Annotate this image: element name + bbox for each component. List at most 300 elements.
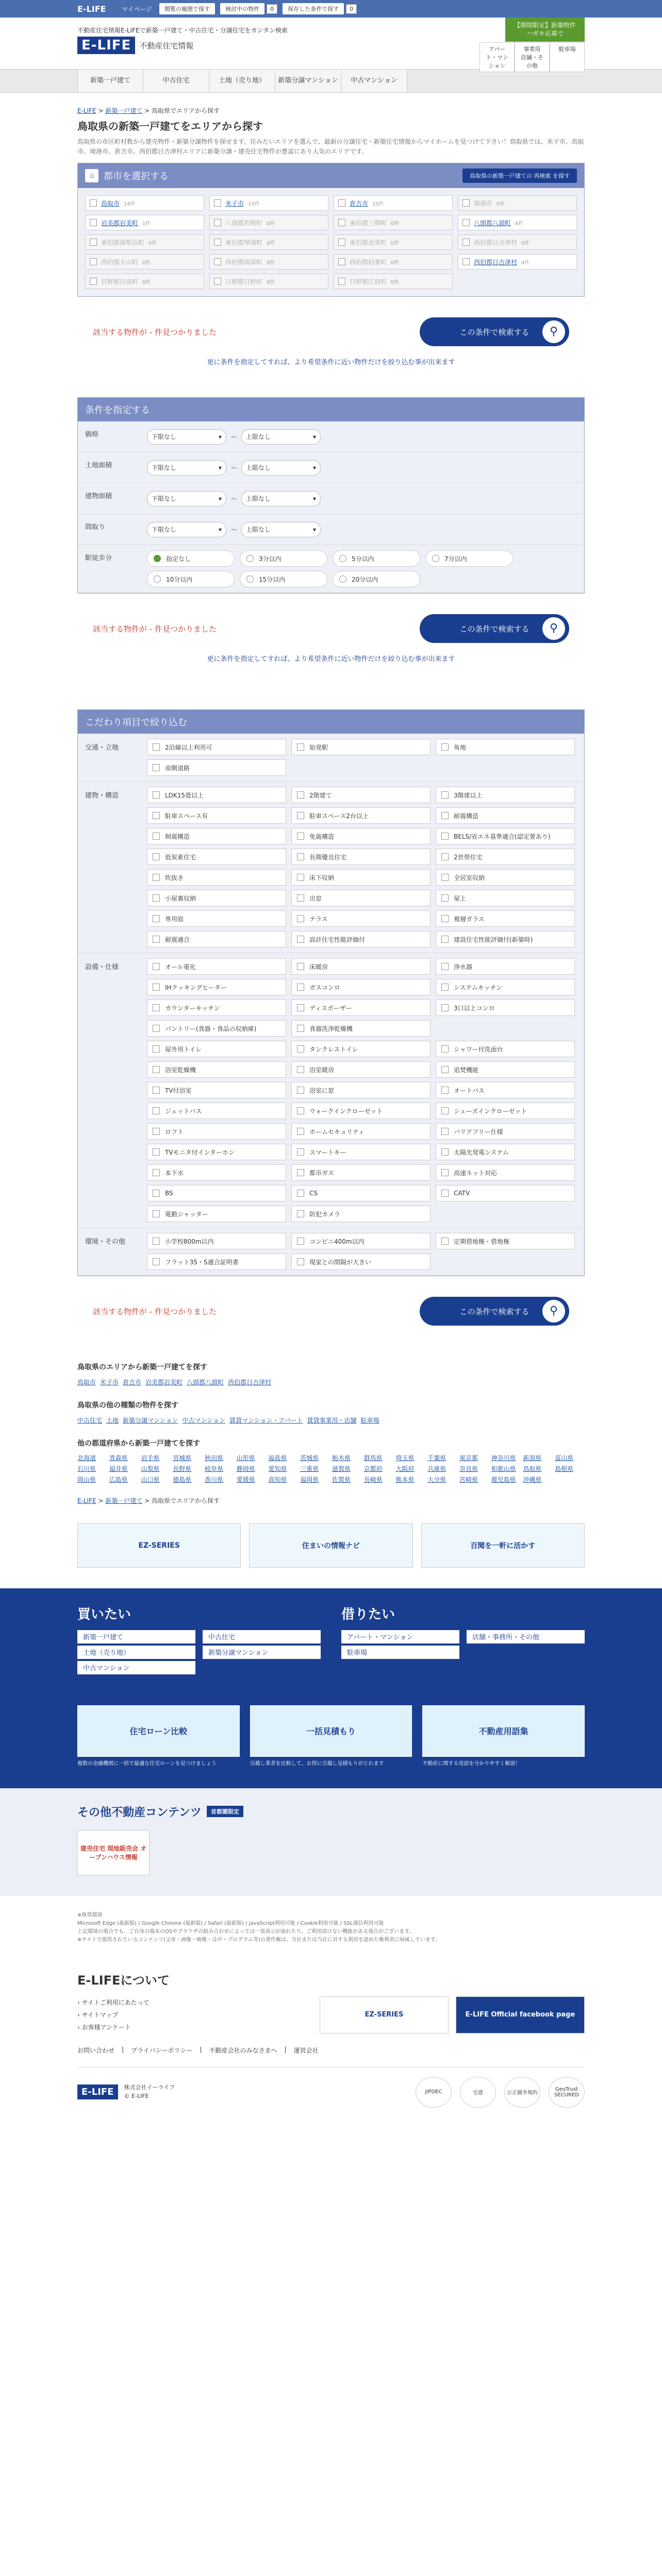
kodawari-option-label: パントリー(食器・食品の収納庫) — [165, 1025, 257, 1032]
city-option — [209, 274, 328, 289]
checkbox — [297, 1190, 304, 1197]
kodawari-option[interactable] — [436, 869, 575, 886]
kodawari-option[interactable] — [147, 890, 286, 906]
open-house-banner[interactable]: 建売住宅 現地販売会 オープンハウス情報 — [77, 1830, 150, 1875]
checkbox[interactable] — [462, 258, 470, 265]
kodawari-option[interactable] — [291, 1206, 431, 1222]
research-button[interactable]: 鳥取県の新築一戸建ての 再検索 を探す — [462, 168, 577, 183]
pref-link[interactable]: 鹿児島県 — [491, 1476, 516, 1483]
about-link-usage[interactable]: › サイトご利用にあたって — [77, 1998, 150, 2006]
buy-nav-item[interactable] — [77, 1646, 195, 1659]
area-link[interactable]: 八頭郡八頭町 — [187, 1379, 224, 1386]
footer-link-company[interactable]: 運営会社 — [293, 2046, 319, 2054]
kodawari-option[interactable] — [291, 849, 431, 865]
checkbox[interactable] — [338, 199, 345, 207]
pref-link[interactable]: 栃木県 — [332, 1454, 351, 1462]
map-icon: ⌂ — [85, 169, 98, 182]
kodawari-option[interactable] — [291, 979, 431, 995]
pref-links-title: 他の都道府県から新築一戸建てを探す — [77, 1439, 200, 1448]
pref-link[interactable]: 長崎県 — [363, 1476, 383, 1483]
city-name: 東伯郡三朝町 — [350, 219, 387, 227]
pref-link[interactable]: 岡山県 — [77, 1476, 96, 1483]
kodawari-option[interactable] — [291, 931, 431, 947]
service-card[interactable] — [422, 1705, 585, 1768]
kodawari-option[interactable] — [291, 1185, 431, 1201]
kodawari-option[interactable] — [147, 979, 286, 995]
kodawari-option[interactable] — [436, 739, 575, 755]
max-value: 上限なし — [246, 495, 271, 503]
max-value: 上限なし — [246, 464, 271, 472]
banner-hyakubun[interactable]: 百聞を一軒に活かす — [421, 1523, 585, 1568]
walk-option[interactable] — [333, 571, 420, 587]
footer-link-agents[interactable]: 不動産会社のみなさまへ — [209, 2046, 277, 2054]
result-bar-1 — [77, 317, 585, 346]
topbar-logo[interactable]: E-LIFE — [77, 4, 106, 14]
city-count: 10件 — [248, 201, 260, 207]
min-select[interactable] — [147, 522, 226, 537]
kodawari-option[interactable] — [436, 1041, 575, 1057]
blue-footer-nav — [0, 1588, 662, 1788]
other-link[interactable]: 賃貸マンション・アパート — [229, 1416, 303, 1424]
other-link[interactable]: 土地 — [106, 1416, 119, 1424]
kodawari-option[interactable] — [436, 807, 575, 824]
chevron-down-icon: ▾ — [218, 433, 222, 440]
city-name: 鳥取市 — [101, 199, 120, 207]
kodawari-option[interactable] — [147, 931, 286, 947]
pref-link[interactable]: 青森県 — [109, 1454, 128, 1462]
kodawari-option-label: 設計住宅性能評価付 — [309, 936, 366, 943]
pref-link[interactable]: 富山県 — [555, 1454, 574, 1462]
kodawari-option[interactable] — [291, 958, 431, 975]
pref-link[interactable]: 福井県 — [109, 1465, 128, 1472]
kodawari-option[interactable] — [291, 1103, 431, 1119]
radio-dot — [339, 555, 346, 562]
kodawari-option[interactable] — [291, 890, 431, 906]
city-option[interactable] — [85, 195, 204, 211]
kodawari-option-label: バリアフリー仕様 — [454, 1128, 503, 1136]
pref-link[interactable]: 山口県 — [141, 1476, 160, 1483]
gnav-used-house[interactable]: 中古住宅 — [143, 70, 209, 92]
kodawari-group — [78, 734, 584, 782]
city-option — [458, 195, 577, 211]
note-line: Microsoft Edge (最新版) / Google Chrome (最新版) / Safari (最新版) / JavaScript利用可能 / Cookie利用可能 / SSL通信利用可能 — [77, 1920, 384, 1926]
breadcrumb-home[interactable]: E-LIFE — [77, 107, 96, 114]
pref-link[interactable]: 長野県 — [173, 1465, 192, 1472]
area-link[interactable]: 倉吉市 — [123, 1379, 142, 1386]
walk-option[interactable] — [240, 550, 327, 567]
kodawari-option[interactable] — [147, 1041, 286, 1057]
kodawari-option[interactable] — [291, 828, 431, 844]
kodawari-option[interactable] — [147, 787, 286, 803]
header — [0, 18, 662, 69]
other-link[interactable]: 中古住宅 — [77, 1416, 103, 1424]
pref-link[interactable]: 群馬県 — [363, 1454, 383, 1462]
checkbox — [441, 1190, 449, 1197]
kodawari-option[interactable] — [436, 1233, 575, 1249]
saved-button[interactable]: 保存した条件で探す — [283, 3, 344, 14]
kodawari-option[interactable] — [147, 1185, 286, 1201]
min-value: 下限なし — [152, 464, 177, 472]
footer-link-privacy[interactable]: プライバシーポリシー — [131, 2046, 193, 2054]
seal-geotrust[interactable]: GeoTrust SECURED — [549, 2077, 585, 2108]
kodawari-option[interactable] — [147, 739, 286, 755]
other-link[interactable]: 中古マンション — [182, 1416, 225, 1424]
kodawari-option[interactable] — [436, 1164, 575, 1181]
checkbox — [441, 1004, 449, 1011]
checkbox — [462, 199, 470, 207]
kodawari-option[interactable] — [147, 759, 286, 776]
checkbox — [441, 1087, 449, 1094]
pref-link[interactable]: 徳島県 — [173, 1476, 192, 1483]
pref-link[interactable]: 山梨県 — [141, 1465, 160, 1472]
area-link[interactable]: 西伯郡日吉津村 — [228, 1379, 272, 1386]
breadcrumb-current: 鳥取県でエリアから探す — [152, 1497, 220, 1504]
checkbox — [338, 239, 345, 246]
checkbox — [214, 278, 221, 285]
search-button[interactable] — [420, 1297, 569, 1326]
kodawari-panel-title: こだわり項目で絞り込む — [85, 717, 187, 728]
city-name: 東伯郡琴浦町 — [225, 239, 263, 246]
gnav-new-house[interactable]: 新築一戸建て — [77, 70, 143, 92]
kodawari-option[interactable] — [147, 910, 286, 927]
pref-link[interactable]: 熊本県 — [395, 1476, 415, 1483]
city-grid — [78, 188, 584, 296]
kodawari-option-label: 耐震構造 — [454, 812, 479, 820]
pref-link[interactable]: 沖縄県 — [523, 1476, 542, 1483]
gnav-land[interactable]: 土地（売り地） — [209, 70, 275, 92]
city-option[interactable] — [458, 254, 577, 269]
city-count: 1件 — [142, 221, 151, 227]
min-value: 下限なし — [152, 433, 177, 441]
kodawari-option-label: 出窓 — [309, 894, 322, 902]
kodawari-option[interactable] — [436, 910, 575, 927]
service-card[interactable] — [250, 1705, 412, 1768]
checkbox — [153, 936, 160, 943]
walk-option[interactable] — [147, 571, 235, 587]
kodawari-option[interactable] — [147, 1233, 286, 1249]
walk-option-label: 20分以内 — [352, 575, 378, 583]
breadcrumb-home[interactable]: E-LIFE — [77, 1497, 96, 1504]
city-name: 西伯郡伯耆町 — [350, 258, 387, 266]
kodawari-option[interactable] — [436, 1144, 575, 1160]
checkbox[interactable] — [90, 219, 97, 226]
kodawari-option-label: ウォークインクローゼット — [309, 1107, 383, 1115]
breadcrumb-new-house[interactable]: 新築一戸建て — [105, 1497, 143, 1504]
city-name: 岩美郡岩美町 — [101, 219, 139, 227]
city-count: 4件 — [515, 221, 524, 227]
kodawari-option-label: 専用庭 — [165, 915, 184, 923]
kodawari-option[interactable] — [291, 999, 431, 1016]
pref-link[interactable]: 宮城県 — [173, 1454, 192, 1462]
kodawari-option[interactable] — [291, 1164, 431, 1181]
area-link[interactable]: 米子市 — [100, 1379, 119, 1386]
kodawari-option[interactable] — [436, 849, 575, 865]
banner-ez-series[interactable]: EZ-SERIES — [77, 1523, 241, 1568]
pref-link[interactable]: 島根県 — [555, 1465, 574, 1472]
pref-link[interactable]: 三重県 — [300, 1465, 319, 1472]
pref-link[interactable]: 宮崎県 — [459, 1476, 478, 1483]
max-select[interactable] — [241, 491, 321, 506]
walk-option[interactable] — [425, 550, 513, 567]
checkbox — [153, 1210, 160, 1217]
header-nav-business[interactable]: 事業用 店舗・その他 — [515, 42, 550, 72]
kodawari-option[interactable] — [147, 958, 286, 975]
pref-link[interactable]: 秋田県 — [205, 1454, 224, 1462]
kodawari-option[interactable] — [436, 999, 575, 1016]
pref-link[interactable]: 広島県 — [109, 1476, 128, 1483]
city-name: 八頭郡若桜町 — [225, 219, 263, 227]
pref-link[interactable]: 大阪府 — [395, 1465, 415, 1472]
kodawari-option[interactable] — [147, 1082, 286, 1098]
other-link[interactable]: 賃貸事業用・店舗 — [307, 1416, 357, 1424]
kodawari-option-label: CS — [309, 1190, 318, 1197]
pref-link[interactable]: 北海道 — [77, 1454, 96, 1462]
pref-link[interactable]: 大分県 — [427, 1476, 446, 1483]
result-bar-3 — [77, 1297, 585, 1326]
header-nav-apartment[interactable]: アパート・マンション — [479, 42, 515, 72]
condition-label: 土地面積 — [85, 462, 112, 470]
kodawari-group — [78, 782, 584, 953]
footer-logo[interactable]: E-LIFE — [77, 2084, 118, 2099]
about-banner-facebook[interactable]: E-LIFE Official facebook page — [456, 1996, 585, 2033]
walk-option[interactable] — [240, 571, 327, 587]
condition-row: 建物面積 下限なし ▾ 〜 上限なし ▾ — [78, 483, 584, 514]
kodawari-option[interactable] — [291, 1253, 431, 1270]
buy-nav-item[interactable] — [203, 1646, 321, 1659]
pref-link[interactable]: 千葉県 — [427, 1454, 446, 1462]
pref-link[interactable]: 滋賀県 — [332, 1465, 351, 1472]
pref-link[interactable]: 静岡県 — [236, 1465, 255, 1472]
buy-nav-label: 土地（売り地） — [83, 1649, 130, 1657]
kodawari-option[interactable] — [291, 1233, 431, 1249]
pref-link[interactable]: 岐阜県 — [205, 1465, 224, 1472]
checkbox — [297, 853, 304, 860]
service-card[interactable] — [77, 1705, 240, 1768]
pref-link[interactable]: 山形県 — [236, 1454, 255, 1462]
kodawari-option[interactable] — [436, 1103, 575, 1119]
checkbox — [153, 1128, 160, 1135]
pref-link[interactable]: 神奈川県 — [491, 1454, 516, 1462]
site-logo[interactable]: E-LIFE — [77, 37, 135, 54]
gnav-used-mansion[interactable]: 中古マンション — [341, 70, 407, 92]
kodawari-option[interactable] — [147, 1206, 286, 1222]
pref-link[interactable]: 新潟県 — [523, 1454, 542, 1462]
city-name: 西伯郡大山町 — [101, 258, 139, 266]
buy-nav-item[interactable] — [203, 1630, 321, 1643]
checkbox — [297, 915, 304, 922]
pref-link[interactable]: 鳥取県 — [523, 1465, 542, 1472]
chevron-down-icon: ▾ — [218, 495, 222, 502]
kodawari-option-label: 屋上 — [454, 894, 467, 902]
checkbox — [441, 915, 449, 922]
other-link[interactable]: 駐車場 — [360, 1416, 379, 1424]
buy-nav-label: 中古住宅 — [208, 1634, 236, 1642]
area-link[interactable]: 岩美郡岩美町 — [145, 1379, 183, 1386]
kodawari-option[interactable] — [147, 1061, 286, 1078]
other-link[interactable]: 新築分譲マンション — [123, 1416, 178, 1424]
city-option[interactable] — [209, 195, 328, 211]
city-option[interactable] — [458, 215, 577, 230]
checkbox — [153, 894, 160, 902]
kodawari-option[interactable] — [291, 739, 431, 755]
kodawari-option[interactable] — [147, 1123, 286, 1140]
area-links-title: 鳥取県のエリアから新築一戸建てを探す — [77, 1363, 207, 1372]
kodawari-option[interactable] — [147, 1253, 286, 1270]
checkbox — [441, 812, 449, 819]
kodawari-option-label: 耐震適合 — [165, 936, 190, 943]
kodawari-option[interactable] — [436, 1123, 575, 1140]
kodawari-option-label: ホームセキュリティ — [309, 1128, 365, 1136]
checkbox — [297, 1025, 304, 1032]
pref-link[interactable]: 兵庫県 — [427, 1465, 446, 1472]
checkbox[interactable] — [90, 199, 97, 207]
min-select[interactable] — [147, 491, 226, 506]
buy-nav-item[interactable] — [77, 1661, 195, 1674]
pref-link[interactable]: 香川県 — [205, 1476, 224, 1483]
min-select[interactable] — [147, 429, 226, 445]
kodawari-option[interactable] — [436, 890, 575, 906]
kodawari-option-label: シャワー付洗面台 — [454, 1045, 503, 1053]
pref-link[interactable]: 高知県 — [268, 1476, 287, 1483]
pref-link[interactable]: 愛知県 — [268, 1465, 287, 1472]
kodawari-option[interactable] — [291, 869, 431, 886]
footer-link-contact[interactable]: お問い合わせ — [77, 2046, 115, 2054]
kodawari-option-label: 現家との間隔が大きい — [309, 1258, 372, 1266]
kodawari-option[interactable] — [436, 1061, 575, 1078]
kodawari-option[interactable] — [147, 1164, 286, 1181]
min-select[interactable] — [147, 460, 226, 476]
header-nav-parking[interactable]: 駐車場 — [550, 42, 585, 72]
kodawari-option[interactable] — [291, 910, 431, 927]
city-option[interactable] — [334, 195, 453, 211]
max-select[interactable] — [241, 429, 321, 445]
pref-link[interactable]: 岩手県 — [141, 1454, 160, 1462]
kodawari-option[interactable] — [147, 999, 286, 1016]
breadcrumb-new-house[interactable]: 新築一戸建て — [105, 107, 143, 114]
about-banner-ez[interactable]: EZ-SERIES — [320, 1996, 449, 2033]
pref-link[interactable]: 東京都 — [459, 1454, 478, 1462]
kodawari-option[interactable] — [436, 958, 575, 975]
kodawari-option[interactable] — [436, 931, 575, 947]
kodawari-option[interactable] — [436, 828, 575, 844]
kodawari-option[interactable] — [147, 828, 286, 844]
walk-option[interactable] — [147, 550, 235, 567]
city-count: 4件 — [521, 260, 530, 266]
compare-button[interactable]: 検討中の物件 — [220, 3, 264, 14]
logo-text: 不動産住宅情報 — [139, 41, 194, 50]
refine-hint: 更に条件を指定してすれば、より希望条件に近い物件だけを絞り込む事が出来ます — [207, 359, 455, 367]
kodawari-option[interactable] — [291, 787, 431, 803]
kodawari-option[interactable] — [147, 1020, 286, 1037]
pref-link[interactable]: 石川県 — [77, 1465, 96, 1472]
pref-link[interactable]: 和歌山県 — [491, 1465, 516, 1472]
kodawari-option[interactable] — [291, 1041, 431, 1057]
checkbox — [297, 1066, 304, 1073]
pref-link[interactable]: 佐賀県 — [332, 1476, 351, 1483]
kodawari-option-label: LDK15畳以上 — [165, 791, 204, 799]
rent-nav-item[interactable] — [341, 1646, 459, 1659]
checkbox — [153, 1238, 160, 1245]
kodawari-option[interactable] — [291, 1082, 431, 1098]
kodawari-option-label: 角地 — [454, 743, 467, 751]
pref-link[interactable]: 愛媛県 — [236, 1476, 255, 1483]
kodawari-option[interactable] — [291, 1123, 431, 1140]
pref-link[interactable]: 埼玉県 — [395, 1454, 415, 1462]
kodawari-option[interactable] — [147, 807, 286, 824]
gnav-new-mansion[interactable]: 新築分譲マンション — [275, 70, 341, 92]
kodawari-option-label: 2世帯住宅 — [454, 853, 483, 861]
buy-nav-item[interactable] — [77, 1630, 195, 1643]
campaign-banner[interactable]: 【期間限定】新築物件 ハガキ応募で — [505, 18, 585, 42]
search-button[interactable] — [420, 614, 569, 643]
checkbox[interactable] — [214, 199, 221, 207]
pref-link[interactable]: 福岡県 — [300, 1476, 319, 1483]
kodawari-option[interactable] — [436, 1082, 575, 1098]
city-option[interactable] — [85, 215, 204, 230]
kodawari-option[interactable] — [291, 1020, 431, 1037]
walk-option[interactable] — [333, 550, 420, 567]
chevron-down-icon: ▾ — [218, 464, 222, 471]
kodawari-option[interactable] — [147, 869, 286, 886]
kodawari-option[interactable] — [147, 1144, 286, 1160]
kodawari-option[interactable] — [436, 979, 575, 995]
max-select[interactable] — [241, 522, 321, 537]
mypage-link[interactable]: マイページ — [121, 5, 153, 13]
about-link-sitemap[interactable]: › サイトマップ — [77, 2011, 119, 2019]
result-count-text: 該当する物件が - 件見つかりました — [93, 327, 217, 337]
search-icon: ⚲ — [542, 617, 565, 640]
search-button-label: この条件で検索する — [459, 624, 529, 634]
pref-link[interactable]: 京都府 — [363, 1465, 383, 1472]
area-link[interactable]: 鳥取市 — [77, 1379, 96, 1386]
condition-label: 価格 — [85, 431, 99, 439]
seal-takken: 宅建 — [460, 2077, 496, 2108]
pref-link[interactable]: 奈良県 — [459, 1465, 478, 1472]
search-button[interactable] — [420, 317, 569, 346]
kodawari-option[interactable] — [147, 849, 286, 865]
kodawari-option[interactable] — [291, 807, 431, 824]
checkbox — [153, 874, 160, 881]
kodawari-option[interactable] — [147, 1103, 286, 1119]
walk-option-label: 15分以内 — [259, 575, 286, 583]
checkbox — [297, 1004, 304, 1011]
about-link-survey[interactable]: › お客様アンケート — [77, 2023, 131, 2031]
rent-nav-item[interactable] — [467, 1630, 585, 1643]
kodawari-option[interactable] — [291, 1061, 431, 1078]
max-select[interactable] — [241, 460, 321, 476]
pref-link[interactable]: 茨城県 — [300, 1454, 319, 1462]
checkbox — [297, 963, 304, 970]
rent-nav-item[interactable] — [341, 1630, 459, 1643]
kodawari-option-label: 浄水器 — [454, 963, 473, 971]
kodawari-option[interactable] — [436, 1185, 575, 1201]
condition-panel-title: 条件を指定する — [85, 405, 150, 416]
banner-info-navi[interactable]: 住まいの情報ナビ — [249, 1523, 412, 1568]
pref-link[interactable]: 福島県 — [268, 1454, 287, 1462]
checkbox[interactable] — [462, 219, 470, 226]
walk-label: 駅徒歩分 — [85, 554, 112, 563]
kodawari-option-label: 定期借地権・借地権 — [454, 1238, 510, 1245]
kodawari-option-label: 屋外用トイレ — [165, 1045, 202, 1053]
history-button[interactable]: 閲覧の履歴で探す — [159, 3, 215, 14]
checkbox — [441, 963, 449, 970]
kodawari-option[interactable] — [291, 1144, 431, 1160]
radio-dot — [154, 575, 161, 583]
checkbox — [441, 984, 449, 991]
city-panel-title: 都市を選択する — [104, 171, 169, 182]
kodawari-option[interactable] — [436, 787, 575, 803]
checkbox — [214, 239, 221, 246]
